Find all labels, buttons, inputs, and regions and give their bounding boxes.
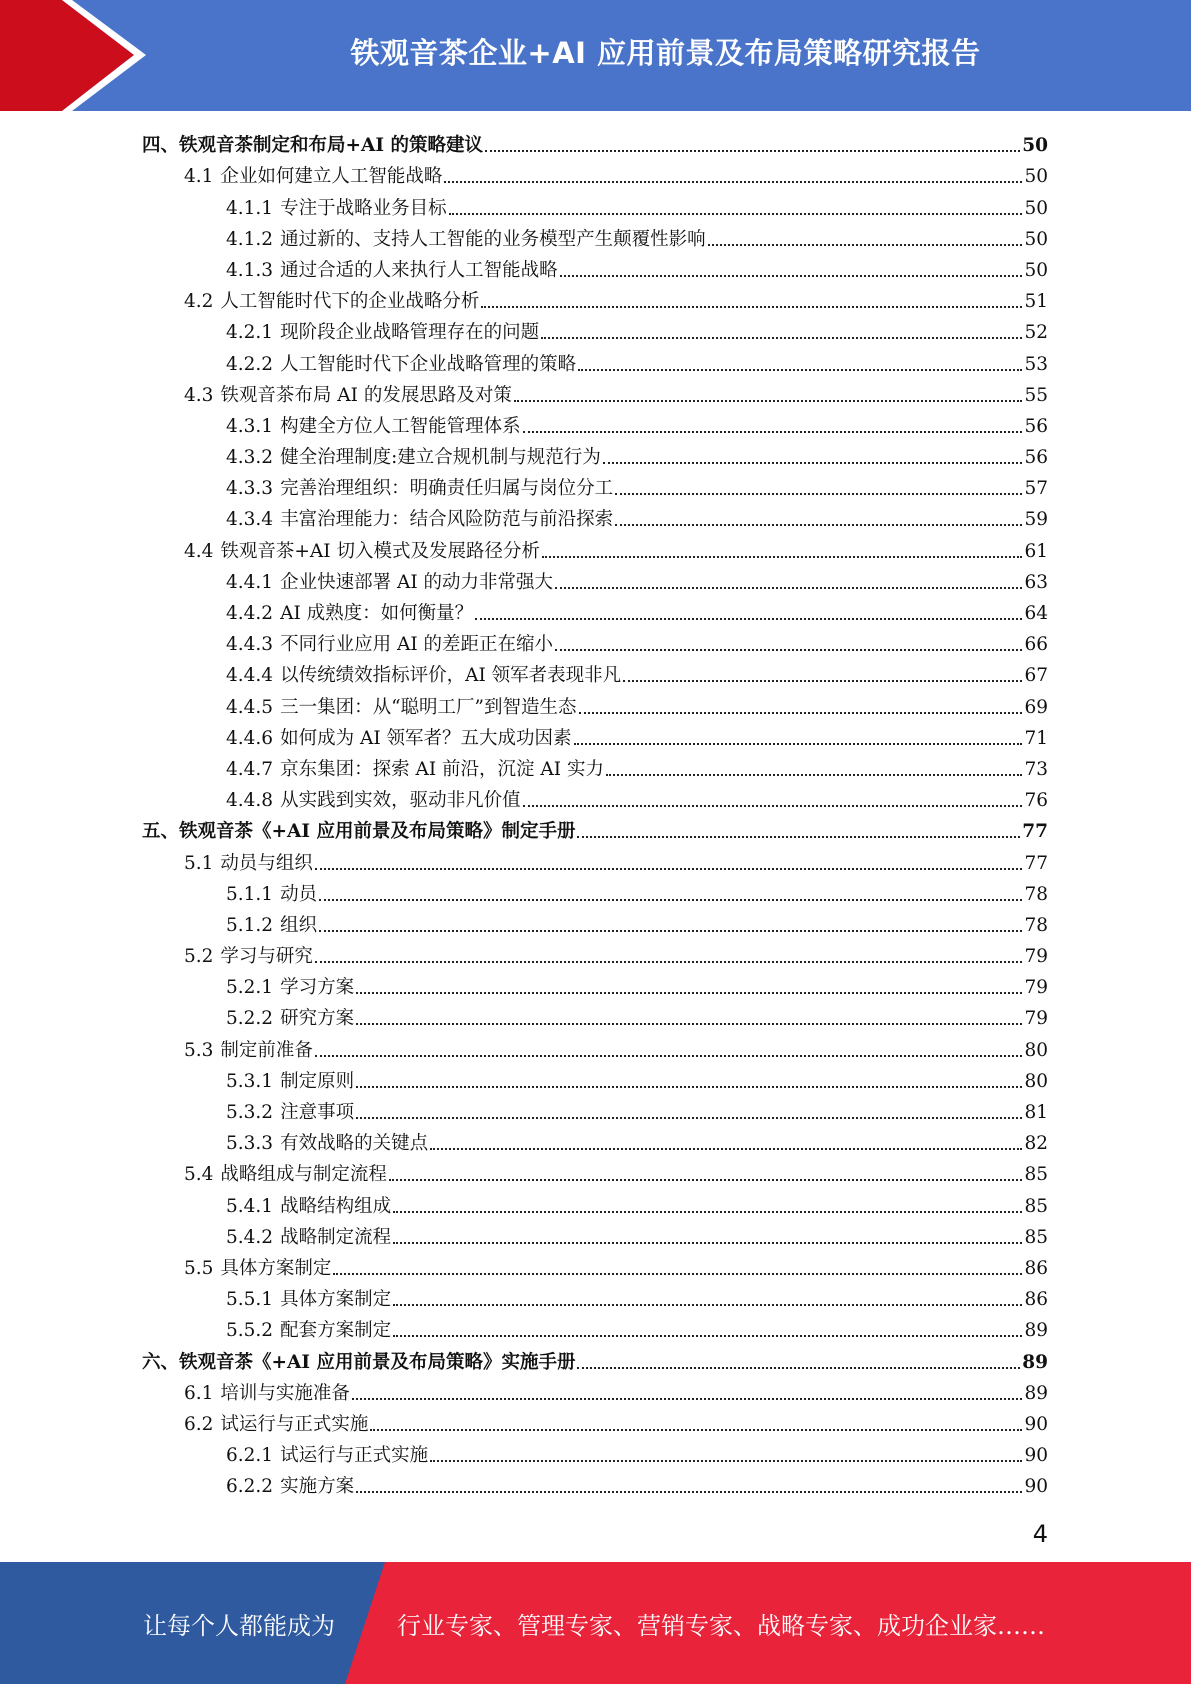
toc-entry-page: 56 <box>1024 415 1048 437</box>
toc-entry-number: 4.3.3 <box>226 478 274 500</box>
toc-entry-title: 三一集团：从“聪明工厂”到智造生态 <box>280 696 577 718</box>
toc-entry-page: 89 <box>1024 1320 1048 1342</box>
toc-dot-leader <box>577 1367 1020 1369</box>
toc-entry[interactable] <box>142 470 1048 501</box>
toc-entry-title: AI 成熟度：如何衡量？ <box>280 603 474 624</box>
toc-dot-leader <box>333 1273 1022 1275</box>
toc-entry[interactable] <box>142 688 1048 719</box>
toc-entry[interactable] <box>142 1000 1048 1031</box>
toc-entry[interactable] <box>142 252 1048 283</box>
toc-entry[interactable] <box>142 782 1048 813</box>
toc-entry-number: 4.1.3 <box>226 259 274 281</box>
toc-dot-leader <box>393 1335 1022 1337</box>
toc-entry[interactable] <box>142 876 1048 907</box>
toc-entry-title: 学习与研究 <box>220 946 313 968</box>
toc-entry-title: 战略结构组成 <box>280 1195 392 1217</box>
toc-entry[interactable] <box>142 158 1048 189</box>
toc-entry-title: 配套方案制定 <box>280 1320 392 1342</box>
toc-dot-leader <box>560 275 1023 277</box>
toc-entry-page: 51 <box>1024 291 1048 313</box>
toc-entry-number: 5.5 <box>184 1257 214 1279</box>
toc-entry-number: 5.2 <box>184 946 214 968</box>
toc-entry-number: 5.2.2 <box>226 1008 274 1030</box>
toc-entry-page: 59 <box>1024 509 1048 531</box>
toc-dot-leader <box>393 1242 1022 1244</box>
toc-entry[interactable] <box>142 1125 1048 1156</box>
toc-entry-page: 81 <box>1024 1102 1048 1123</box>
toc-dot-leader <box>603 462 1023 464</box>
toc-entry-number: 4.3.4 <box>226 509 274 531</box>
toc-entry[interactable] <box>142 1094 1048 1125</box>
toc-dot-leader <box>578 369 1022 371</box>
toc-entry-page: 73 <box>1024 758 1048 780</box>
toc-entry-page: 80 <box>1024 1039 1048 1061</box>
toc-entry-title: 企业快速部署 AI 的动力非常强大 <box>280 571 554 593</box>
toc-entry-page: 86 <box>1024 1257 1048 1279</box>
toc-entry-number: 4.4.7 <box>226 758 274 780</box>
toc-entry-title: 试运行与正式实施 <box>220 1413 369 1435</box>
toc-entry[interactable] <box>142 907 1048 938</box>
toc-entry-title: 具体方案制定 <box>220 1257 332 1279</box>
toc-entry-title: 制定原则 <box>280 1070 355 1092</box>
toc-entry-page: 80 <box>1024 1070 1048 1092</box>
toc-dot-leader <box>430 1148 1022 1150</box>
toc-dot-leader <box>542 556 1022 558</box>
toc-entry-title: 有效战略的关键点 <box>280 1133 429 1155</box>
toc-entry[interactable] <box>142 283 1048 314</box>
toc-entry-number: 5.5.2 <box>226 1320 274 1342</box>
toc-entry-page: 79 <box>1024 1008 1048 1030</box>
toc-dot-leader <box>623 680 1022 682</box>
toc-entry-number: 4.3.2 <box>226 447 274 469</box>
toc-entry-number: 5.4.1 <box>226 1195 274 1217</box>
toc-entry-title: 通过新的、支持人工智能的业务模型产生颠覆性影响 <box>280 228 706 250</box>
toc-entry-number: 4.1 <box>184 166 214 188</box>
toc-entry-title: 六、铁观音茶《+AI 应用前景及布局策略》实施手册 <box>142 1351 576 1373</box>
toc-entry-page: 78 <box>1024 883 1048 905</box>
toc-entry-title: 四、铁观音茶制定和布局+AI 的策略建议 <box>142 135 483 157</box>
toc-entry-number: 4.2 <box>184 291 214 313</box>
toc-entry[interactable] <box>142 1063 1048 1094</box>
toc-entry[interactable] <box>142 969 1048 1000</box>
toc-entry-page: 85 <box>1024 1226 1048 1248</box>
toc-entry-title: 注意事项 <box>280 1102 355 1123</box>
footer-slogan-right: 行业专家、管理专家、营销专家、战略专家、成功企业家…… <box>397 1611 1045 1640</box>
toc-entry-title: 五、铁观音茶《+AI 应用前景及布局策略》制定手册 <box>142 821 576 843</box>
toc-entry-title: 具体方案制定 <box>280 1289 392 1311</box>
toc-entry-page: 55 <box>1024 384 1048 406</box>
toc-entry[interactable] <box>142 1250 1048 1281</box>
toc-entry-number: 4.2.1 <box>226 322 274 344</box>
toc-entry-number: 4.3.1 <box>226 415 274 437</box>
toc-entry-number: 6.2.2 <box>226 1476 274 1498</box>
document-title: 铁观音茶企业+AI 应用前景及布局策略研究报告 <box>350 36 981 70</box>
toc-entry-title: 不同行业应用 AI 的差距正在缩小 <box>280 634 554 656</box>
footer-slogan-left: 让每个人都能成为 <box>143 1611 335 1640</box>
toc-dot-leader <box>555 649 1022 651</box>
toc-entry[interactable] <box>142 314 1048 345</box>
toc-entry-number: 5.3.2 <box>226 1102 274 1123</box>
toc-entry-number: 4.4.1 <box>226 571 274 593</box>
toc-entry-number: 4.4.8 <box>226 790 274 812</box>
toc-entry-number: 5.1 <box>184 852 214 874</box>
toc-entry[interactable] <box>142 938 1048 969</box>
toc-entry-number: 4.4 <box>184 540 214 562</box>
toc-entry-number: 5.3.1 <box>226 1070 274 1092</box>
toc-entry-page: 69 <box>1024 696 1048 718</box>
toc-entry-number: 4.1.1 <box>226 197 274 219</box>
toc-dot-leader <box>319 899 1022 901</box>
toc-dot-leader <box>523 431 1023 433</box>
toc-entry-number: 4.2.2 <box>226 353 274 375</box>
table-of-contents <box>142 127 1048 1499</box>
toc-entry-title: 通过合适的人来执行人工智能战略 <box>280 259 558 281</box>
toc-entry[interactable] <box>142 1156 1048 1187</box>
toc-dot-leader <box>615 524 1022 526</box>
toc-entry[interactable] <box>142 501 1048 532</box>
toc-entry[interactable] <box>142 1343 1048 1374</box>
toc-dot-leader <box>319 930 1022 932</box>
toc-entry-number: 5.1.2 <box>226 914 274 936</box>
toc-dot-leader <box>356 992 1022 994</box>
toc-dot-leader <box>356 1023 1022 1025</box>
toc-entry-number: 6.2 <box>184 1413 214 1435</box>
toc-dot-leader <box>315 1055 1023 1057</box>
toc-entry-number: 4.4.4 <box>226 665 274 687</box>
toc-entry[interactable] <box>142 1312 1048 1343</box>
toc-entry-title: 人工智能时代下企业战略管理的策略 <box>280 353 577 375</box>
toc-entry-page: 78 <box>1024 914 1048 936</box>
toc-entry-page: 79 <box>1024 977 1048 999</box>
toc-entry[interactable] <box>142 1375 1048 1406</box>
toc-entry-number: 5.5.1 <box>226 1289 274 1311</box>
toc-entry-number: 4.4.2 <box>226 603 274 624</box>
toc-entry-page: 50 <box>1022 135 1048 157</box>
toc-dot-leader <box>356 1086 1022 1088</box>
toc-entry[interactable] <box>142 595 1048 626</box>
toc-entry[interactable] <box>142 751 1048 782</box>
toc-dot-leader <box>481 306 1022 308</box>
toc-entry-title: 京东集团：探索 AI 前沿，沉淀 AI 实力 <box>280 758 604 780</box>
toc-entry-page: 77 <box>1024 852 1048 874</box>
toc-entry[interactable] <box>142 844 1048 875</box>
toc-entry-title: 试运行与正式实施 <box>280 1445 429 1467</box>
toc-entry-number: 6.2.1 <box>226 1445 274 1467</box>
toc-dot-leader <box>352 1398 1023 1400</box>
toc-entry-title: 从实践到实效，驱动非凡价值 <box>280 790 521 812</box>
toc-entry-number: 6.1 <box>184 1382 214 1404</box>
toc-entry-page: 50 <box>1024 166 1048 188</box>
toc-dot-leader <box>444 181 1022 183</box>
toc-entry[interactable] <box>142 439 1048 470</box>
toc-entry[interactable] <box>142 532 1048 563</box>
page-number: 4 <box>1032 1520 1048 1548</box>
toc-entry-page: 89 <box>1022 1351 1048 1373</box>
toc-entry[interactable] <box>142 377 1048 408</box>
toc-entry-title: 战略制定流程 <box>280 1226 392 1248</box>
toc-dot-leader <box>356 1491 1022 1493</box>
toc-entry-title: 专注于战略业务目标 <box>280 197 447 219</box>
toc-entry-title: 实施方案 <box>280 1476 355 1498</box>
toc-entry-title: 以传统绩效指标评价，AI 领军者表现非凡 <box>280 665 622 687</box>
toc-entry-title: 健全治理制度:建立合规机制与规范行为 <box>280 447 601 469</box>
toc-dot-leader <box>393 1211 1022 1213</box>
toc-entry-page: 90 <box>1024 1413 1048 1435</box>
toc-entry-page: 90 <box>1024 1445 1048 1467</box>
toc-dot-leader <box>615 493 1022 495</box>
page-footer <box>0 1562 1191 1684</box>
toc-entry-title: 研究方案 <box>280 1008 355 1030</box>
toc-dot-leader <box>606 774 1023 776</box>
toc-entry-page: 67 <box>1024 665 1048 687</box>
toc-entry-title: 丰富治理能力：结合风险防范与前沿探索 <box>280 509 614 531</box>
toc-dot-leader <box>523 805 1023 807</box>
toc-entry-page: 50 <box>1024 228 1048 250</box>
toc-entry[interactable] <box>142 1031 1048 1062</box>
toc-entry-title: 如何成为 AI 领军者？五大成功因素 <box>280 727 572 749</box>
toc-entry-page: 82 <box>1024 1133 1048 1155</box>
toc-entry[interactable] <box>142 408 1048 439</box>
toc-entry-title: 组织 <box>280 914 318 936</box>
toc-entry[interactable] <box>142 720 1048 751</box>
toc-entry-number: 5.4.2 <box>226 1226 274 1248</box>
toc-entry-page: 89 <box>1024 1382 1048 1404</box>
toc-entry-page: 77 <box>1022 821 1048 843</box>
toc-entry-title: 铁观音茶布局 AI 的发展思路及对策 <box>220 384 512 406</box>
toc-dot-leader <box>485 150 1020 152</box>
toc-entry-number: 4.4.6 <box>226 727 274 749</box>
toc-entry[interactable] <box>142 626 1048 657</box>
toc-dot-leader <box>370 1429 1022 1431</box>
toc-dot-leader <box>574 743 1023 745</box>
toc-entry-number: 5.4 <box>184 1164 214 1186</box>
toc-dot-leader <box>541 337 1022 339</box>
toc-entry-title: 动员 <box>280 883 318 905</box>
toc-entry-page: 53 <box>1024 353 1048 375</box>
toc-entry-page: 90 <box>1024 1476 1048 1498</box>
toc-entry-title: 完善治理组织：明确责任归属与岗位分工 <box>280 478 614 500</box>
toc-entry[interactable] <box>142 345 1048 376</box>
toc-entry[interactable] <box>142 564 1048 595</box>
toc-entry-number: 5.3.3 <box>226 1133 274 1155</box>
toc-entry[interactable] <box>142 1468 1048 1499</box>
toc-entry[interactable] <box>142 221 1048 252</box>
toc-entry-title: 制定前准备 <box>220 1039 313 1061</box>
toc-entry-title: 铁观音茶+AI 切入模式及发展路径分析 <box>220 540 540 562</box>
toc-entry[interactable] <box>142 1437 1048 1468</box>
toc-entry-number: 4.1.2 <box>226 228 274 250</box>
toc-entry[interactable] <box>142 1187 1048 1218</box>
toc-entry-page: 79 <box>1024 946 1048 968</box>
toc-dot-leader <box>315 961 1023 963</box>
toc-entry-page: 85 <box>1024 1164 1048 1186</box>
toc-entry-title: 人工智能时代下的企业战略分析 <box>220 291 480 313</box>
toc-entry[interactable] <box>142 813 1048 844</box>
toc-dot-leader <box>475 618 1022 620</box>
toc-entry-title: 构建全方位人工智能管理体系 <box>280 415 521 437</box>
toc-entry-page: 57 <box>1024 478 1048 500</box>
toc-entry-title: 现阶段企业战略管理存在的问题 <box>280 322 540 344</box>
toc-entry-page: 50 <box>1024 259 1048 281</box>
toc-entry-page: 85 <box>1024 1195 1048 1217</box>
toc-entry[interactable] <box>142 1281 1048 1312</box>
toc-entry-page: 86 <box>1024 1289 1048 1311</box>
toc-entry-page: 52 <box>1024 322 1048 344</box>
toc-entry[interactable] <box>142 1406 1048 1437</box>
toc-entry-number: 4.4.5 <box>226 696 274 718</box>
toc-entry-title: 学习方案 <box>280 977 355 999</box>
toc-entry-title: 动员与组织 <box>220 852 313 874</box>
toc-entry-page: 76 <box>1024 790 1048 812</box>
toc-entry-page: 71 <box>1024 727 1048 749</box>
toc-dot-leader <box>356 1117 1022 1119</box>
toc-entry-number: 5.2.1 <box>226 977 274 999</box>
toc-dot-leader <box>555 587 1022 589</box>
toc-dot-leader <box>393 1304 1022 1306</box>
toc-entry-number: 5.3 <box>184 1039 214 1061</box>
toc-entry-page: 64 <box>1024 603 1048 624</box>
toc-dot-leader <box>708 244 1023 246</box>
page-header <box>0 0 1191 111</box>
toc-entry[interactable] <box>142 127 1048 158</box>
toc-entry[interactable] <box>142 1219 1048 1250</box>
toc-entry-page: 56 <box>1024 447 1048 469</box>
toc-entry-page: 66 <box>1024 634 1048 656</box>
toc-entry[interactable] <box>142 189 1048 220</box>
toc-entry-title: 战略组成与制定流程 <box>220 1164 387 1186</box>
toc-entry-page: 50 <box>1024 197 1048 219</box>
toc-dot-leader <box>389 1179 1023 1181</box>
toc-entry-title: 培训与实施准备 <box>220 1382 350 1404</box>
toc-entry-number: 4.3 <box>184 384 214 406</box>
toc-entry[interactable] <box>142 657 1048 688</box>
toc-dot-leader <box>514 400 1023 402</box>
toc-dot-leader <box>449 213 1023 215</box>
toc-dot-leader <box>579 712 1023 714</box>
toc-entry-page: 63 <box>1024 571 1048 593</box>
toc-dot-leader <box>315 868 1023 870</box>
toc-entry-number: 5.1.1 <box>226 883 274 905</box>
toc-entry-number: 4.4.3 <box>226 634 274 656</box>
toc-entry-page: 61 <box>1024 540 1048 562</box>
toc-dot-leader <box>430 1460 1022 1462</box>
toc-entry-title: 企业如何建立人工智能战略 <box>220 166 443 188</box>
toc-dot-leader <box>577 836 1020 838</box>
